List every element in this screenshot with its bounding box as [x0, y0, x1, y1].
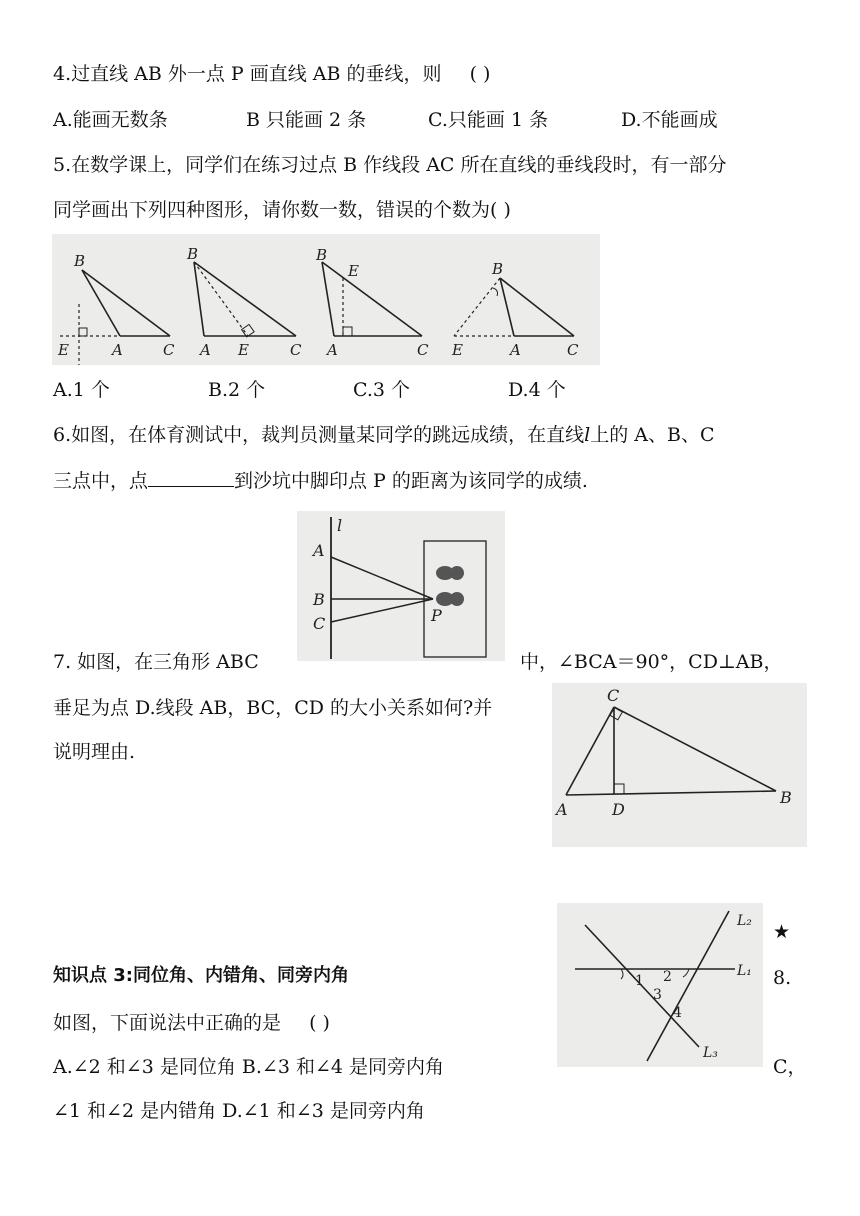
q7-fig-label-d: D — [612, 800, 625, 819]
q7-line2: 垂足为点 D.线段 AB，BC，CD 的大小关系如何?并 — [53, 697, 493, 719]
q5-fig4-label-a: A — [510, 341, 521, 359]
q8-number: 8. — [773, 967, 792, 989]
q7-figure-drawing — [552, 683, 807, 847]
q6-fig-label-a: A — [313, 541, 325, 560]
q5-stem-line2: 同学画出下列四种图形，请你数一数，错误的个数为( ) — [53, 199, 511, 221]
q7-figure-photo — [552, 683, 807, 847]
q8-fig-label-l1: L₁ — [737, 963, 752, 979]
q8-fig-angle-2: 2 — [663, 969, 672, 985]
q6-answer-blank[interactable] — [148, 468, 234, 487]
q5-fig1-label-b: B — [74, 252, 86, 270]
q5-fig2-label-a: A — [200, 341, 211, 359]
q7-fig-label-a: A — [556, 800, 568, 819]
q5-stem-line1: 5.在数学课上，同学们在练习过点 B 作线段 AC 所在直线的垂线段时，有一部分 — [53, 154, 727, 176]
q8-fig-label-l2: L₂ — [737, 913, 752, 929]
q8-answer-paren: ( ) — [309, 1012, 330, 1034]
q4-option-d: D.不能画成 — [621, 109, 718, 131]
q5-fig3-label-b: B — [316, 246, 328, 264]
q8-fig-angle-4: 4 — [673, 1005, 682, 1021]
q6-stem-line1: 6.如图，在体育测试中，裁判员测量某同学的跳远成绩，在直线l上的 A、B、C — [53, 424, 715, 446]
q4-option-a: A.能画无数条 — [53, 109, 168, 131]
q5-fig2-label-c: C — [290, 341, 302, 359]
q8-options-line2: ∠1 和∠2 是内错角 D.∠1 和∠3 是同旁内角 — [53, 1100, 425, 1122]
q5-fig4-label-c: C — [567, 341, 579, 359]
q5-fig3-label-a: A — [327, 341, 338, 359]
q5-option-a: A.1 个 — [53, 379, 110, 401]
q4-stem: 4.过直线 AB 外一点 P 画直线 AB 的垂线，则 ( ) — [53, 63, 491, 85]
q8-star-icon: ★ — [773, 921, 791, 943]
q4-option-c: C.只能画 1 条 — [428, 109, 549, 131]
q7-fig-label-b: B — [780, 788, 792, 807]
q6-fig-label-p: P — [431, 606, 442, 625]
q4-answer-paren: ( ) — [469, 63, 491, 85]
q8-fig-label-l3: L₃ — [703, 1045, 718, 1061]
q5-fig4-label-e: E — [452, 341, 463, 359]
q5-fig3-label-c: C — [417, 341, 429, 359]
q5-option-b: B.2 个 — [208, 379, 266, 401]
q5-fig4-label-b: B — [492, 260, 504, 278]
q6-figure-photo — [297, 511, 505, 661]
q6-stem-line2: 三点中，点 到沙坑中脚印点 P 的距离为该同学的成绩. — [53, 470, 588, 492]
q5-fig1-label-e: E — [58, 341, 69, 359]
q7-line1-pre: 7. 如图，在三角形 ABC — [53, 651, 259, 673]
q8-fig-angle-3: 3 — [653, 987, 662, 1003]
q6-fig-label-b: B — [313, 590, 325, 609]
q5-fig1-label-c: C — [163, 341, 175, 359]
q5-fig3-label-e: E — [348, 262, 359, 280]
q5-fig2-label-b: B — [187, 245, 199, 263]
q5-fig1-label-a: A — [112, 341, 123, 359]
q4-option-b: B 只能画 2 条 — [246, 109, 367, 131]
q5-figures-drawing — [52, 234, 600, 365]
q7-fig-label-c: C — [607, 686, 620, 705]
q6-figure-drawing — [297, 511, 505, 661]
q5-figures-photo — [52, 234, 600, 365]
q8-stem: 如图，下面说法中正确的是 ( ) — [53, 1012, 330, 1034]
q8-fig-angle-1: 1 — [635, 973, 644, 989]
q7-line1-post: 中，∠BCA＝90°，CD⊥AB， — [520, 651, 783, 673]
q8-figure-drawing — [557, 903, 763, 1067]
q8-options-line1: A.∠2 和∠3 是同位角 B.∠3 和∠4 是同旁内角 — [53, 1056, 444, 1078]
q8-option-c-prefix: C， — [773, 1056, 807, 1078]
q5-fig2-label-e: E — [238, 341, 249, 359]
q5-option-d: D.4 个 — [508, 379, 566, 401]
q6-fig-label-l: l — [337, 516, 343, 535]
q5-option-c: C.3 个 — [353, 379, 411, 401]
q6-fig-label-c: C — [313, 614, 326, 633]
knowledge-point-3-title: 知识点 3:同位角、内错角、同旁内角 — [53, 965, 349, 986]
q6-line-variable: l — [584, 424, 591, 446]
q8-figure-photo — [557, 903, 763, 1067]
q7-line3: 说明理由. — [53, 741, 136, 763]
